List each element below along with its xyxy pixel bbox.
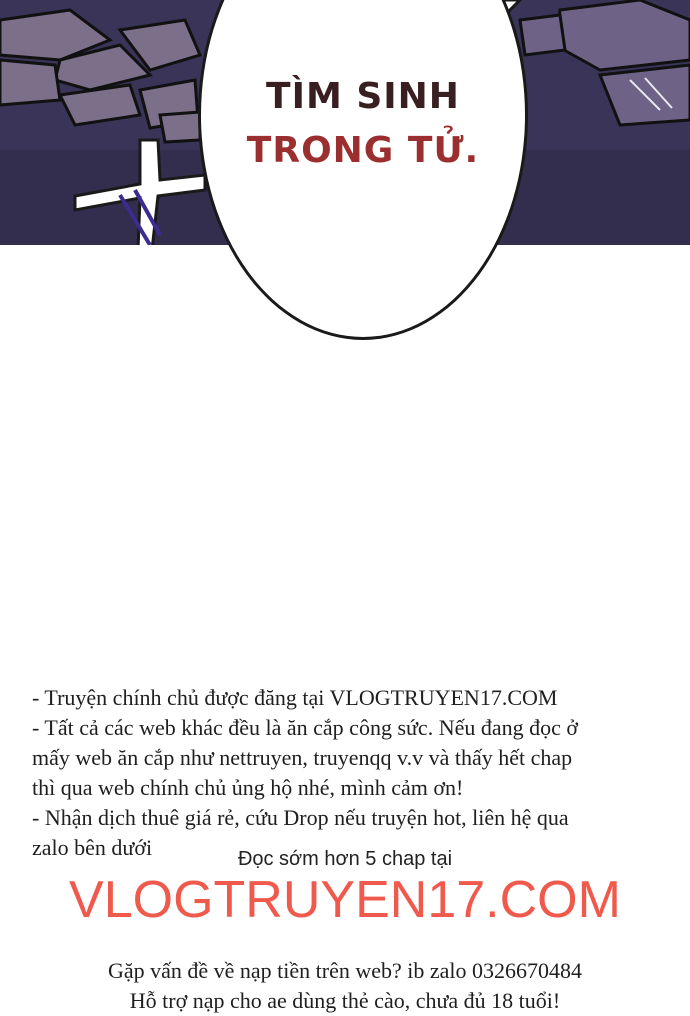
- bubble-line-2: TRONG TỬ.: [246, 130, 480, 171]
- footer-notes: [0, 956, 690, 1016]
- note-line: - Tất cả các web khác đều là ăn cắp công sức. Nếu đang đọc ở: [32, 715, 579, 740]
- note-line: zalo bên dưới: [32, 835, 153, 860]
- note-line: - Nhận dịch thuê giá rẻ, cứu Drop nếu truyện hot, liên hệ qua: [32, 805, 569, 830]
- translator-notes: [32, 683, 672, 863]
- note-line: - Truyện chính chủ được đăng tại VLOGTRUYEN17.COM: [32, 685, 558, 710]
- site-name: VLOGTRUYEN17.COM: [69, 871, 621, 929]
- bubble-line-1: TÌM SINH: [266, 76, 460, 117]
- speech-bubble-text: [198, 70, 528, 178]
- note-line: thì qua web chính chủ ủng hộ nhé, mình cảm ơn!: [32, 775, 464, 800]
- footer-line: Hỗ trợ nạp cho ae dùng thẻ cào, chưa đủ 18 tuổi!: [129, 988, 561, 1013]
- read-early-text: Đọc sớm hơn 5 chap tại: [237, 848, 453, 870]
- footer-line: Gặp vấn đề về nạp tiền trên web? ib zalo 0326670484: [107, 958, 583, 983]
- note-line: mấy web ăn cắp như nettruyen, truyenqq v.v và thấy hết chap: [32, 745, 573, 770]
